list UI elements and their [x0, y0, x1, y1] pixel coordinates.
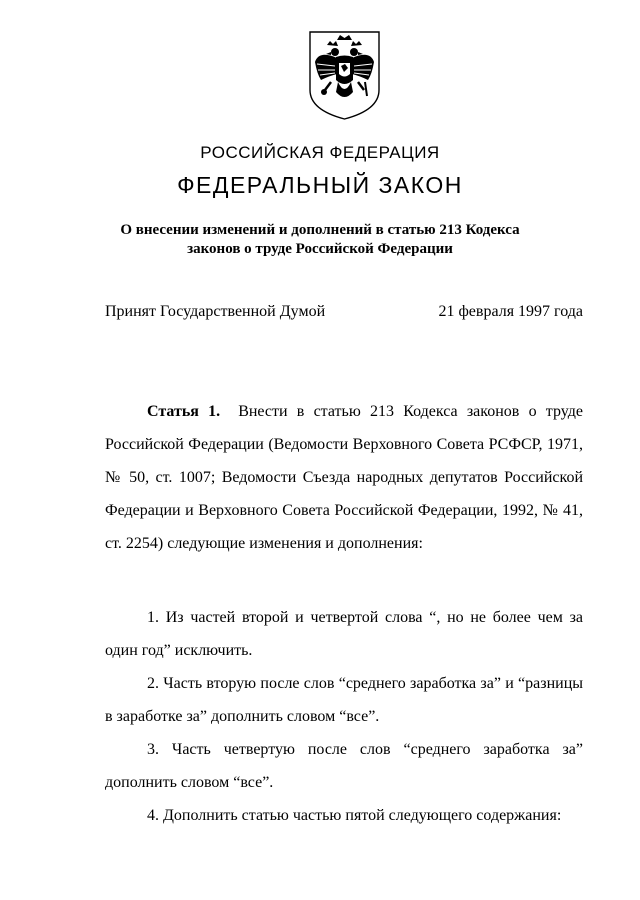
coat-of-arms-emblem [307, 30, 382, 121]
law-subject-line-1: О внесении изменений и дополнений в статью 213 Кодекса [120, 222, 520, 238]
document-type: ФЕДЕРАЛЬНЫЙ ЗАКОН [177, 172, 463, 198]
article-1-text: Внести в статью 213 Кодекса законов о труде Российской Федерации (Ведомости Верховного Совета РСФСР, 1971, № 50, ст. 1007; Ведомости Съезда народных депутатов Российской Федерации и Верховного Совета Российской Федерации, 1992, № 41, ст. 2254) следующие изменения и дополнения: [105, 403, 583, 552]
list-item-1: 1. Из частей второй и четвертой слова “, но не более чем за один год” исключить. [105, 609, 583, 659]
law-subject-line-2: законов о труде Российской Федерации [187, 241, 453, 257]
list-item-4: 4. Дополнить статью частью пятой следующего содержания: [147, 807, 562, 824]
adoption-date: 21 февраля 1997 года [438, 303, 583, 320]
list-item-2: 2. Часть вторую после слов “среднего заработка за” и “разницы в заработке за” дополнить словом “все”. [105, 675, 583, 725]
list-item-3: 3. Часть четвертую после слов “среднего заработка за” дополнить словом “все”. [105, 741, 583, 791]
article-1-paragraph [105, 395, 583, 560]
adopted-by: Принят Государственной Думой [105, 303, 326, 320]
article-label: Статья 1. [147, 403, 221, 420]
law-subject [0, 221, 640, 259]
country-name: РОССИЙСКАЯ ФЕДЕРАЦИЯ [200, 143, 440, 162]
